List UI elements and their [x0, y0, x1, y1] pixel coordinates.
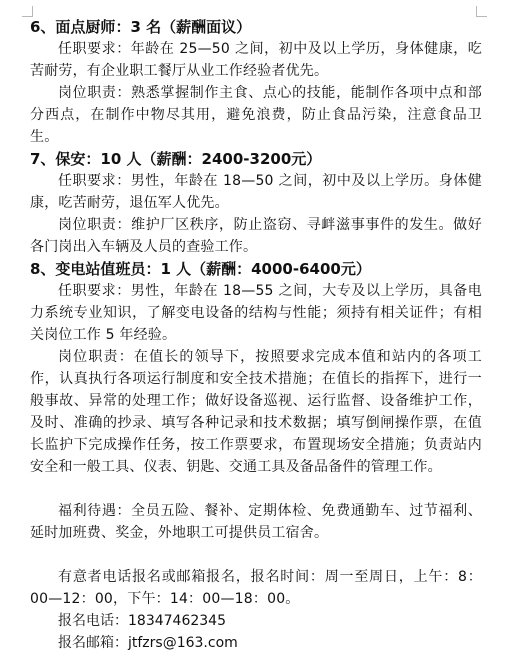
pastry-chef-duties: 岗位职责：熟悉掌握制作主食、点心的技能，能制作各项中点和部分西点，在制作中物尽其用，避免浪费，防止食品污染，注意食品卫生。 — [30, 85, 482, 145]
application-email: 报名邮箱：jtfzrs@163.com — [58, 635, 238, 651]
benefits-paragraph: 福利待遇：全员五险、餐补、定期体检、免费通勤车、过节福利、延时加班费、奖金，外地职工可提供员工宿舍。 — [30, 503, 482, 541]
application-paragraph: 有意者电话报名或邮箱报名，报名时间：周一至周日，上午：8：00—12：00，下午：14：00—18：00。 — [30, 569, 482, 607]
substation-operator-requirements: 任职要求：男性，年龄在 18—55 之间，大专及以上学历，具备电力系统专业知识，了解变电设备的结构与性能；须持有相关证件；有相关岗位工作 5 年经验。 — [30, 283, 482, 343]
section-heading-security-guard: 7、保安：10 人（薪酬：2400-3200元） — [30, 150, 322, 168]
security-guard-requirements: 任职要求：男性，年龄在 18—50 之间，初中及以上学历。身体健康，吃苦耐劳，退伍军人优先。 — [30, 173, 482, 211]
document-body — [30, 16, 482, 654]
security-guard-duties: 岗位职责：维护厂区秩序，防止盗窃、寻衅滋事事件的发生。做好各门岗出入车辆及人员的查验工作。 — [30, 217, 482, 255]
spacer — [30, 544, 482, 566]
pastry-chef-requirements: 任职要求：年龄在 25—50 之间，初中及以上学历，身体健康，吃苦耐劳，有企业职工餐厅从业工作经验者优先。 — [30, 41, 482, 79]
spacer — [30, 478, 482, 500]
section-heading-pastry-chef: 6、面点厨师：3 名（薪酬面议） — [30, 18, 252, 36]
section-heading-substation-operator: 8、变电站值班员：1 人（薪酬：4000-6400元） — [30, 260, 371, 278]
application-phone: 报名电话：18347462345 — [58, 613, 226, 629]
substation-operator-duties: 岗位职责：在值长的领导下，按照要求完成本值和站内的各项工作，认真执行各项运行制度和安全技术措施；在值长的指挥下，进行一般事故、异常的处理工作；做好设备巡视、运行监督、设备维护工作，及时、准确的抄录、填写各种记录和技术数据；填写倒闸操作票，在值长监护下完成操作任务，按工作票要求，布置现场安全措施；负责站内安全和一般工具、仪表、钥匙、交通工具及备品备件的管理工作。 — [30, 349, 482, 475]
